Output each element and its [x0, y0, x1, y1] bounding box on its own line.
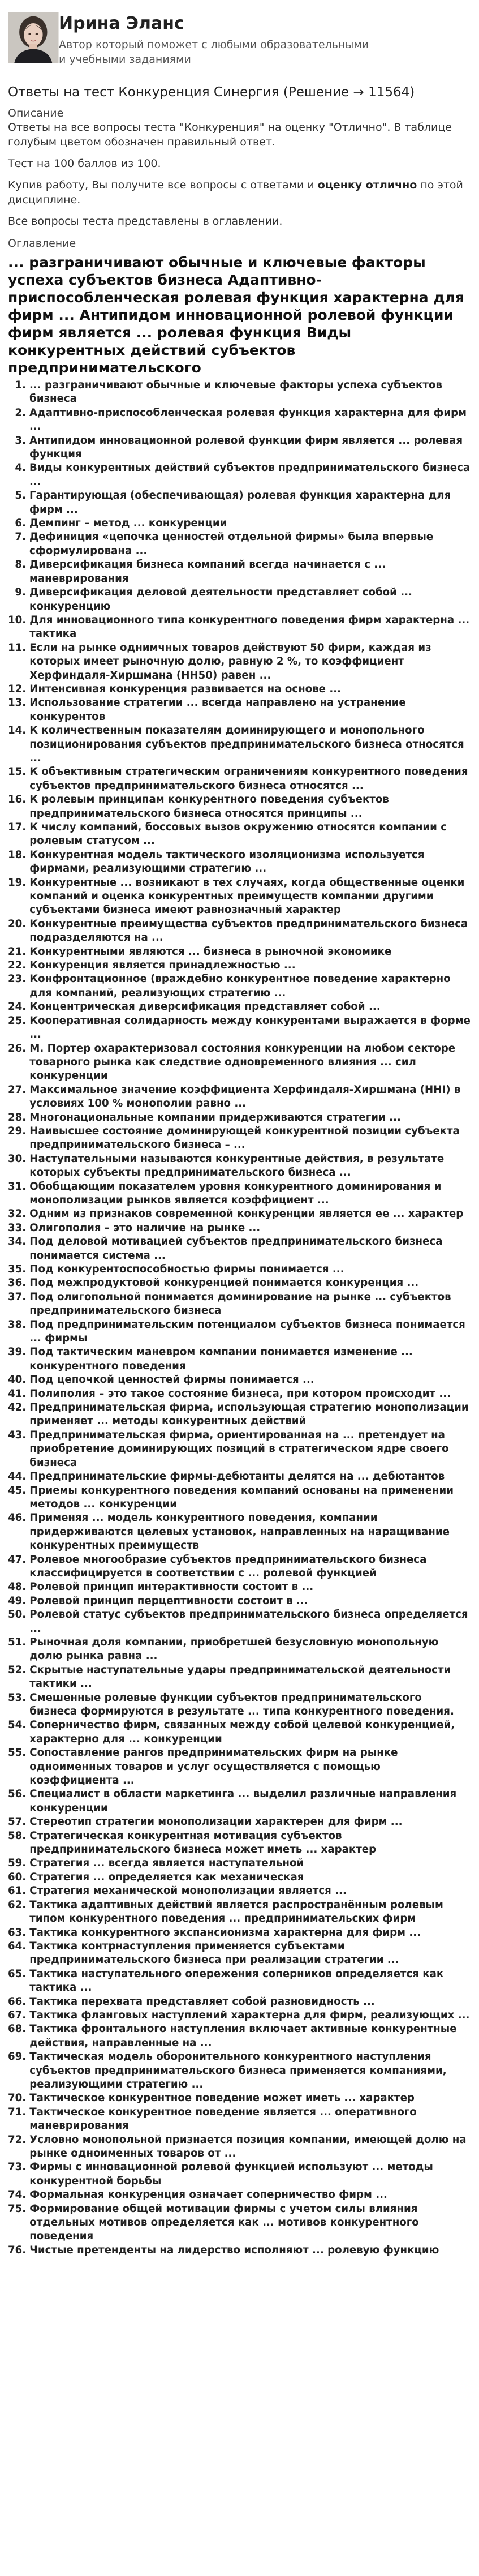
toc-item-text[interactable]: Тактика контрнаступления применяется субъектами предпринимательского бизнеса при реализации стратегии ... [29, 1940, 399, 1966]
toc-item-number: 14. [8, 725, 27, 737]
toc-item[interactable] [8, 876, 471, 918]
toc-item[interactable] [8, 614, 471, 641]
toc-item-number: 64. [8, 1940, 27, 1952]
toc-item-number: 21. [8, 945, 27, 958]
toc-item[interactable] [8, 1884, 471, 1898]
toc-item-text[interactable]: Чистые претенденты на лидерство исполняют ... ролевую функцию [29, 2244, 439, 2256]
toc-item-number: 44. [8, 1471, 27, 1483]
toc-item[interactable] [8, 1995, 471, 2009]
toc-item[interactable] [8, 945, 471, 959]
toc-item[interactable] [8, 517, 471, 530]
toc-item-number: 9. [15, 586, 26, 599]
toc-item-text[interactable]: Под тактическим маневром компании понимается изменение ... конкурентного поведения [29, 1346, 413, 1372]
toc-item-number: 2. [15, 406, 26, 419]
toc-item[interactable] [8, 724, 471, 765]
toc-item-text[interactable]: Обобщающим показателем уровня конкурентного доминирования и монополизации рынков является коэффициент ... [29, 1180, 442, 1206]
toc-item[interactable] [8, 1926, 471, 1940]
toc-item-number: 75. [8, 2202, 27, 2215]
toc-item-number: 29. [8, 1125, 27, 1137]
toc-item-number: 74. [8, 2189, 27, 2201]
toc-item-text[interactable]: Тактика перехвата представляет собой разновидность ... [29, 1995, 375, 2008]
toc-item-number: 18. [8, 848, 27, 861]
toc-item-number: 41. [8, 1387, 27, 1400]
toc-item-number: 59. [8, 1857, 27, 1870]
toc-item[interactable] [8, 586, 471, 614]
toc-item-text[interactable]: Рыночная доля компании, приобретшей безусловную монопольную долю рынка равна ... [29, 1636, 439, 1662]
toc-item-number: 28. [8, 1111, 27, 1124]
purchase-text-bold: оценку отлично [317, 179, 417, 191]
toc-item[interactable] [8, 1083, 471, 1111]
toc-item[interactable] [8, 1595, 471, 1608]
toc-item[interactable] [8, 530, 471, 558]
toc-item-text[interactable]: Стратегия механической монополизации является ... [29, 1885, 347, 1897]
toc-item-number: 65. [8, 1968, 27, 1980]
toc-item-text[interactable]: Тактика фронтального наступления включает активные конкурентные действия, направленные на ... [29, 2023, 457, 2049]
toc-item[interactable] [8, 1111, 471, 1125]
toc-item-text[interactable]: Полиполия – это такое состояние бизнеса, при котором происходит ... [29, 1387, 451, 1400]
toc-item[interactable] [8, 2244, 471, 2257]
contents-label: Оглавление [8, 237, 76, 250]
table-of-contents [0, 379, 479, 2257]
toc-item-number: 46. [8, 1512, 27, 1524]
toc-item[interactable] [8, 2050, 471, 2091]
toc-item-number: 37. [8, 1291, 27, 1303]
toc-item-number: 22. [8, 959, 27, 972]
toc-item-text[interactable]: Стереотип стратегии монополизации характерен для фирм ... [29, 1816, 403, 1828]
toc-item-number: 31. [8, 1180, 27, 1193]
toc-item[interactable] [8, 461, 471, 489]
toc-item-number: 45. [8, 1484, 27, 1497]
toc-item[interactable] [8, 1691, 471, 1719]
toc-item-text[interactable]: Виды конкурентных действий субъектов предпринимательского бизнеса ... [29, 462, 471, 488]
toc-item-text[interactable]: Одним из признаков современной конкуренции является ее ... характер [29, 1208, 464, 1220]
toc-item-number: 34. [8, 1236, 27, 1248]
toc-item-text[interactable]: Предпринимательские фирмы-дебютанты делятся на ... дебютантов [29, 1471, 445, 1483]
toc-item-text[interactable]: Конкурентные преимущества субъектов предпринимательского бизнеса подразделяются на ... [29, 918, 468, 944]
toc-item[interactable] [8, 2106, 471, 2133]
toc-item-number: 70. [8, 2092, 27, 2104]
toc-item-number: 67. [8, 2009, 27, 2021]
toc-item-number: 73. [8, 2161, 27, 2174]
toc-item-text[interactable]: Олигополия – это наличие на рынке ... [29, 1221, 261, 1234]
test-info: Тест на 100 баллов из 100. [8, 157, 161, 170]
toc-item[interactable] [8, 1511, 471, 1553]
toc-item-number: 48. [8, 1581, 27, 1593]
toc-item-number: 61. [8, 1885, 27, 1897]
toc-item-text[interactable]: Ролевое многообразие субъектов предпринимательского бизнеса классифицируется в соответствии с ... ролевой функцией [29, 1553, 427, 1579]
toc-item-number: 52. [8, 1664, 27, 1676]
toc-item-text[interactable]: Максимальное значение коэффициента Херфиндаля-Хиршмана (HHI) в условиях 100 % монополии равно ... [29, 1083, 461, 1110]
toc-item-text[interactable]: ... разграничивают обычные и ключевые факторы успеха субъектов бизнеса [29, 379, 442, 405]
toc-item[interactable] [8, 1470, 471, 1484]
toc-item[interactable] [8, 2188, 471, 2202]
toc-item-number: 40. [8, 1374, 27, 1386]
toc-item-number: 10. [8, 614, 27, 626]
toc-item[interactable] [8, 558, 471, 586]
toc-item-number: 42. [8, 1401, 27, 1414]
toc-item[interactable] [8, 1664, 471, 1691]
toc-item[interactable] [8, 1387, 471, 1401]
toc-item[interactable] [8, 918, 471, 945]
description-label: Описание [8, 107, 64, 119]
toc-item-number: 68. [8, 2023, 27, 2035]
toc-item-text[interactable]: Ролевой статус субъектов предпринимательского бизнеса определяется ... [29, 1609, 468, 1635]
toc-item[interactable] [8, 1940, 471, 1968]
toc-item-number: 51. [8, 1636, 27, 1648]
toc-item-text[interactable]: Конфронтационное (враждебно конкурентное поведение характерно для компаний, реализующих стратегию ... [29, 973, 451, 999]
toc-item[interactable] [8, 1373, 471, 1387]
toc-item[interactable] [8, 379, 471, 406]
toc-item[interactable] [8, 848, 471, 876]
toc-item-text[interactable]: Гарантирующая (обеспечивающая) ролевая функция характерна для фирм ... [29, 490, 451, 516]
toc-item-text[interactable]: Конкурентная модель тактического изоляционизма используется фирмами, реализующими стратегию ... [29, 848, 425, 875]
purchase-text-start: Купив работу, Вы получите все вопросы с ответами и [8, 179, 318, 191]
toc-item[interactable] [8, 1125, 471, 1152]
toc-item-text[interactable]: К ролевым принципам конкурентного поведения субъектов предпринимательского бизнеса относятся принципы ... [29, 794, 389, 820]
toc-item[interactable] [8, 2091, 471, 2105]
toc-item-number: 24. [8, 1001, 27, 1013]
toc-item-text[interactable]: Конкурентными являются ... бизнеса в рыночной экономике [29, 945, 392, 958]
toc-item[interactable] [8, 1263, 471, 1276]
toc-item-text[interactable]: Стратегия ... определяется как механическая [29, 1871, 304, 1883]
toc-item-number: 62. [8, 1898, 27, 1911]
toc-item-text[interactable]: Тактика адаптивных действий является распространённым ролевым типом конкурентного поведения ... предпринимательских фирм [29, 1898, 443, 1925]
toc-item-text[interactable]: Тактика конкурентного экспансионизма характерна для фирм ... [29, 1926, 421, 1939]
toc-item-number: 25. [8, 1014, 27, 1027]
toc-item-number: 13. [8, 697, 27, 709]
description-text: Ответы на все вопросы теста "Конкуренция" на оценку "Отлично". В таблице голубым цветом обозначен правильный ответ. [8, 121, 452, 148]
toc-item[interactable] [8, 1276, 471, 1290]
toc-item-text[interactable]: Предпринимательская фирма, ориентированная на ... претендует на приобретение доминирующих позиций в стратегическом ядре своего бизнеса [29, 1429, 449, 1469]
toc-item[interactable] [8, 2133, 471, 2161]
toc-item-number: 4. [15, 462, 26, 474]
toc-item-text[interactable]: Формирование общей мотивации фирмы с учетом силы влияния отдельных мотивов определяется как ... мотивов конкурентного поведения [29, 2202, 419, 2243]
toc-item[interactable] [8, 1788, 471, 1815]
toc-item-number: 26. [8, 1042, 27, 1055]
toc-item-text[interactable]: Ролевой принцип перцептивности состоит в ... [29, 1595, 308, 1607]
toc-item-text[interactable]: Стратегическая конкурентная мотивация субъектов предпринимательского бизнеса может иметь ... характер [29, 1829, 377, 1856]
toc-item-text[interactable]: Под предпринимательским потенциалом субъектов бизнеса понимается ... фирмы [29, 1318, 465, 1345]
toc-item-number: 16. [8, 794, 27, 806]
toc-item-number: 66. [8, 1995, 27, 2008]
toc-item[interactable] [8, 1152, 471, 1180]
toc-item-number: 54. [8, 1719, 27, 1731]
toc-item-number: 39. [8, 1346, 27, 1358]
toc-item-number: 27. [8, 1083, 27, 1096]
toc-item[interactable] [8, 1180, 471, 1208]
toc-item[interactable] [8, 821, 471, 848]
toc-item[interactable] [8, 1898, 471, 1926]
toc-item-number: 35. [8, 1263, 27, 1275]
toc-item-number: 11. [8, 641, 27, 654]
toc-item[interactable] [8, 1857, 471, 1870]
author-name[interactable]: Ирина Эланс [59, 14, 184, 33]
toc-item[interactable] [8, 1221, 471, 1235]
toc-item-number: 30. [8, 1152, 27, 1165]
toc-item-text[interactable]: Специалист в области маркетинга ... выделил различные направления конкуренции [29, 1788, 457, 1814]
toc-item[interactable] [8, 2009, 471, 2022]
toc-item[interactable] [8, 1318, 471, 1346]
toc-item[interactable] [8, 1608, 471, 1636]
toc-item[interactable] [8, 1345, 471, 1373]
toc-item[interactable] [8, 2022, 471, 2050]
toc-item-text[interactable]: Антипидом инновационной ролевой функции фирм является ... ролевая функция [29, 434, 463, 461]
toc-item-text[interactable]: Кооперативная солидарность между конкурентами выражается в форме ... [29, 1014, 471, 1041]
toc-item-text[interactable]: К объективным стратегическим ограничениям конкурентного поведения субъектов предпринимательского бизнеса относятся ... [29, 766, 468, 792]
toc-item-number: 49. [8, 1595, 27, 1607]
toc-item[interactable] [8, 696, 471, 724]
toc-item-number: 63. [8, 1926, 27, 1939]
toc-item-text[interactable]: М. Портер охарактеризовал состояния конкуренции на любом секторе товарного рынка как следствие одновременного влияния ... сил конкуренции [29, 1042, 456, 1082]
toc-item[interactable] [8, 2202, 471, 2244]
toc-item-number: 7. [15, 531, 26, 543]
toc-item-number: 58. [8, 1829, 27, 1842]
toc-item-text[interactable]: Адаптивно-приспособленческая ролевая функция характерна для фирм ... [29, 406, 467, 433]
toc-item-number: 60. [8, 1871, 27, 1883]
toc-item-number: 36. [8, 1277, 27, 1289]
toc-item-number: 5. [15, 490, 26, 502]
toc-item[interactable] [8, 489, 471, 517]
toc-item-number: 50. [8, 1609, 27, 1621]
toc-item[interactable] [8, 1484, 471, 1512]
toc-item-text[interactable]: К количественным показателям доминирующего и монопольного позиционирования субъектов предпринимательского бизнеса относятся ... [29, 725, 464, 764]
toc-item[interactable] [8, 641, 471, 683]
toc-item[interactable] [8, 1429, 471, 1470]
toc-item-text[interactable]: Для инновационного типа конкурентного поведения фирм характерна ... тактика [29, 614, 470, 640]
purchase-info [0, 171, 479, 207]
toc-item-number: 57. [8, 1816, 27, 1828]
toc-item-number: 69. [8, 2051, 27, 2063]
toc-item-text[interactable]: Тактика наступательного опережения соперников определяется как тактика ... [29, 1968, 444, 1994]
toc-item[interactable] [8, 1718, 471, 1746]
toc-item-text[interactable]: Под цепочкой ценностей фирмы понимается ... [29, 1374, 314, 1386]
toc-item-text[interactable]: Тактическое конкурентное поведение является ... оперативного маневрирования [29, 2106, 417, 2132]
toc-item-text[interactable]: Тактическое конкурентное поведение может иметь ... характер [29, 2092, 415, 2104]
toc-item[interactable] [8, 765, 471, 793]
toc-item[interactable] [8, 1235, 471, 1263]
toc-item[interactable] [8, 683, 471, 696]
toc-item-text[interactable]: Фирмы с инновационной ролевой функцией используют ... методы конкурентной борьбы [29, 2161, 433, 2187]
toc-item-text[interactable]: Многонациональные компании придерживаются стратегии ... [29, 1111, 401, 1124]
toc-item-number: 56. [8, 1788, 27, 1801]
toc-item-text[interactable]: Приемы конкурентного поведения компаний основаны на применении методов ... конкуренции [29, 1484, 454, 1510]
toc-item[interactable] [8, 1042, 471, 1083]
toc-item-number: 17. [8, 821, 27, 833]
toc-item-text[interactable]: Если на рынке однимчных товаров действуют 50 фирм, каждая из которых имеет рыночную долю, равную 2 %, то коэффициент Херфиндаля-Хиршмана (HH50) равен ... [29, 641, 431, 681]
toc-item-text[interactable]: Под конкурентоспособностью фирмы понимается ... [29, 1263, 344, 1275]
toc-item[interactable] [8, 1871, 471, 1884]
toc-item[interactable] [8, 1815, 471, 1829]
toc-item-text[interactable]: Предпринимательская фирма, использующая стратегию монополизации применяет ... методы конкурентных действий [29, 1401, 469, 1428]
toc-item[interactable] [8, 1291, 471, 1318]
toc-item-number: 33. [8, 1221, 27, 1234]
toc-item-text[interactable]: Формальная конкуренция означает соперничество фирм ... [29, 2189, 387, 2201]
author-description: Автор который поможет с любыми образовательными и учебными заданиями [59, 38, 369, 66]
author-block [0, 0, 479, 66]
toc-item[interactable] [8, 793, 471, 821]
toc-item-text[interactable]: Конкуренция является принадлежностью ... [29, 959, 296, 972]
toc-item-text[interactable]: Конкурентные ... возникают в тех случаях, когда общественные оценки компаний и оценка конкурентных преимуществ компании другими субъектами бизнеса имеют равнозначный характер [29, 876, 465, 916]
toc-item-text[interactable]: Сопоставление рангов предпринимательских фирм на рынке одноименных товаров и услуг осуществляется с помощью коэффициента ... [29, 1747, 398, 1787]
toc-item-number: 12. [8, 683, 27, 695]
toc-item[interactable] [8, 434, 471, 462]
toc-item-text[interactable]: К числу компаний, боссовых вызов окружению относятся компании с ролевым статусом ... [29, 821, 447, 847]
author-avatar[interactable] [8, 12, 59, 63]
toc-item-text[interactable]: Стратегия ... всегда является наступательной [29, 1857, 304, 1870]
toc-item-number: 1. [15, 379, 26, 391]
toc-item-text[interactable]: Тактика фланговых наступлений характерна для фирм, реализующих ... [29, 2009, 470, 2021]
toc-item[interactable] [8, 1401, 471, 1429]
toc-item-text[interactable]: Диверсификация бизнеса компаний всегда начинается с ... маневрирования [29, 559, 386, 585]
toc-item-text[interactable]: Под олигопольной понимается доминирование на рынке ... субъектов предпринимательского бизнеса [29, 1291, 451, 1317]
toc-item-number: 3. [15, 434, 26, 447]
toc-item-text[interactable]: Условно монопольной признается позиция компании, имеющей долю на рынке одноименных товаров от ... [29, 2133, 467, 2159]
toc-item-text[interactable]: Интенсивная конкуренция развивается на основе ... [29, 683, 342, 695]
toc-item-number: 53. [8, 1691, 27, 1704]
toc-item-number: 71. [8, 2106, 27, 2118]
toc-item[interactable] [8, 1580, 471, 1594]
toc-item-text[interactable]: Соперничество фирм, связанных между собой целевой конкуренцией, характерно для ... конкуренции [29, 1719, 455, 1745]
toc-item-text[interactable]: Смешенные ролевые функции субъектов предпринимательского бизнеса формируются в результате ... типа конкурентного поведения. [29, 1691, 454, 1717]
toc-item[interactable] [8, 1207, 471, 1221]
toc-item-text[interactable]: Наивысшее состояние доминирующей конкурентной позиции субъекта предпринимательского бизнеса – ... [29, 1125, 460, 1151]
toc-item-text[interactable]: Под межпродуктовой конкуренцией понимается конкуренция ... [29, 1277, 419, 1289]
toc-item-text[interactable]: Применяя ... модель конкурентного поведения, компании придерживаются целевых установок, направленных на наращивание конкурентных преимуществ [29, 1512, 450, 1552]
toc-item-number: 47. [8, 1553, 27, 1566]
toc-item-number: 43. [8, 1429, 27, 1441]
toc-item-number: 76. [8, 2244, 27, 2256]
toc-item-text[interactable]: Тактическая модель оборонительного конкурентного наступления субъектов предпринимательского бизнеса применяется компаниями, реализующими стратегию ... [29, 2051, 447, 2090]
toc-item[interactable] [8, 1553, 471, 1581]
toc-item-number: 72. [8, 2133, 27, 2146]
toc-item[interactable] [8, 972, 471, 1000]
toc-item[interactable] [8, 406, 471, 434]
contents-note: Все вопросы теста представлены в оглавлении. [8, 215, 283, 228]
toc-item[interactable] [8, 1829, 471, 1857]
toc-item[interactable] [8, 959, 471, 972]
toc-item[interactable] [8, 1014, 471, 1042]
toc-item[interactable] [8, 1000, 471, 1014]
toc-item-text[interactable]: Скрытые наступательные удары предпринимательской деятельности тактики ... [29, 1664, 451, 1690]
toc-item-text[interactable]: Ролевой принцип интерактивности состоит в ... [29, 1581, 314, 1593]
toc-item-number: 23. [8, 973, 27, 985]
toc-item-text[interactable]: Дефиниция «цепочка ценностей отдельной фирмы» была впервые сформулирована ... [29, 531, 434, 557]
toc-item-number: 15. [8, 766, 27, 778]
contents-heading: ... разграничивают обычные и ключевые факторы успеха субъектов бизнеса Адаптивно-приспособленческая ролевая функция характерна для фирм ... Антипидом инновационной ролевой функции фирм является ... ролевая функция Виды конкурентных действий субъектов предпринимательского [8, 254, 464, 376]
toc-item-text[interactable]: Концентрическая диверсификация представляет собой ... [29, 1001, 381, 1013]
toc-item-text[interactable]: Наступательными называются конкурентные действия, в результате которых субъекты предпринимательского бизнеса ... [29, 1152, 445, 1179]
toc-item-number: 55. [8, 1747, 27, 1759]
toc-item-text[interactable]: Под деловой мотивацией субъектов предпринимательского бизнеса понимается система ... [29, 1236, 443, 1262]
toc-item-text[interactable]: Использование стратегии ... всегда направлено на устранение конкурентов [29, 697, 406, 723]
toc-item-number: 8. [15, 559, 26, 571]
page-title: Ответы на тест Конкуренция Синергия (Решение → 11564) [8, 85, 415, 100]
toc-item[interactable] [8, 1746, 471, 1788]
toc-item-number: 6. [15, 517, 26, 530]
toc-item-number: 32. [8, 1208, 27, 1220]
toc-item-text[interactable]: Демпинг – метод ... конкуренции [29, 517, 227, 530]
toc-item[interactable] [8, 1636, 471, 1664]
toc-item-number: 19. [8, 876, 27, 889]
toc-item[interactable] [8, 2161, 471, 2188]
author-info [59, 12, 376, 67]
toc-item-text[interactable]: Диверсификация деловой деятельности представляет собой ... конкуренцию [29, 586, 412, 612]
purchase-text-end: по этой дисциплине. [8, 179, 463, 206]
toc-item-number: 20. [8, 918, 27, 930]
toc-item[interactable] [8, 1968, 471, 1995]
toc-item-number: 38. [8, 1318, 27, 1331]
